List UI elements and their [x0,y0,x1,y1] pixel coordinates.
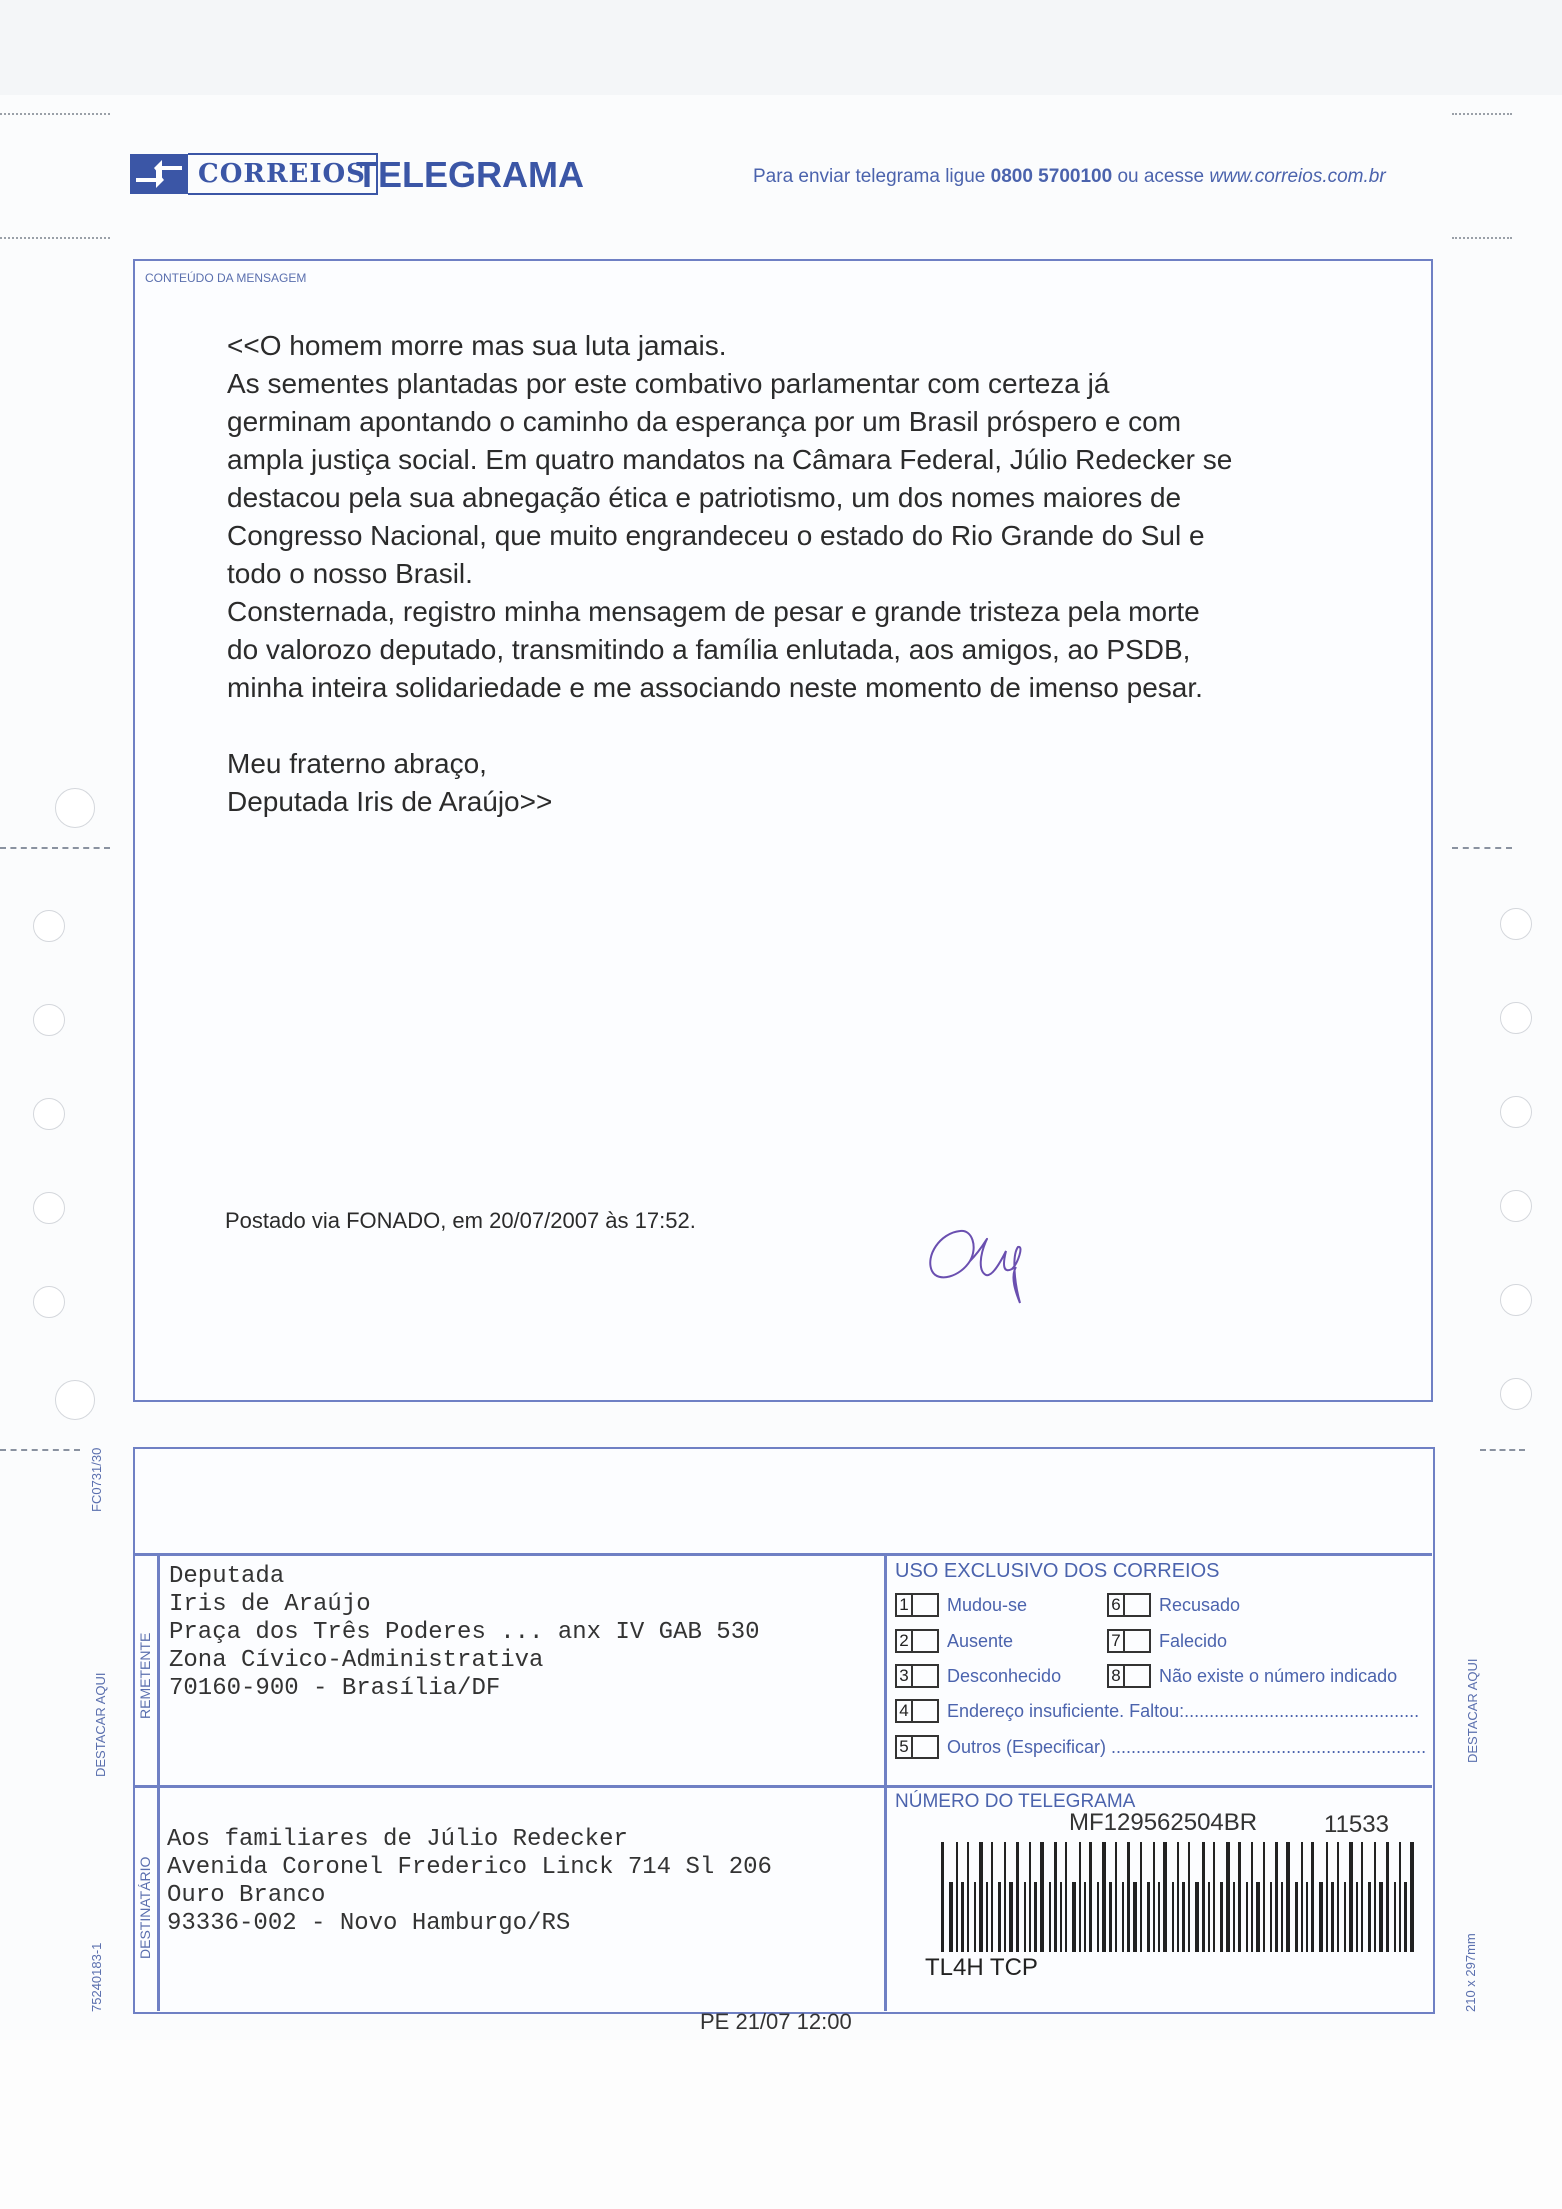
barcode-bar [1208,1882,1210,1952]
barcode-bar [1213,1842,1215,1952]
perforation-hole [55,1380,95,1420]
barcode-bar [1147,1882,1150,1952]
perforation-hole [33,1004,65,1036]
option-number: 5 [895,1735,913,1759]
barcode-bar [1049,1882,1051,1952]
contact-mid: ou acesse [1117,166,1205,187]
barcode-bar [1263,1842,1265,1952]
option-label: Endereço insuficiente. Faltou:............................................... [947,1700,1420,1721]
tear-dash [1480,1449,1525,1451]
contact-info [753,166,1386,188]
barcode-bar [1349,1842,1353,1952]
barcode-bar [1140,1842,1142,1952]
telegram-header [130,150,1430,210]
option-label: Falecido [1159,1630,1228,1651]
barcode-bar [1009,1882,1013,1952]
barcode-bar [949,1882,953,1952]
option-checkbox [913,1664,939,1688]
barcode-bar [967,1842,969,1952]
option-number: 8 [1107,1664,1125,1688]
route-code: TL4H TCP [925,1954,1038,1981]
perforation-hole [1500,908,1532,940]
return-option [895,1593,1027,1617]
divider [135,1553,1432,1556]
barcode-bar [986,1882,988,1952]
option-number: 7 [1107,1629,1125,1653]
sender-line: Praça dos Três Poderes ... anx IV GAB 530 [169,1619,760,1646]
top-tear-strip [0,0,1562,95]
barcode-bar [1281,1882,1283,1952]
barcode-bar [1356,1882,1358,1952]
posted-info: Postado via FONADO, em 20/07/2007 às 17:52. [225,1208,696,1233]
barcode-bar [1344,1882,1346,1952]
document-title: TELEGRAMA [356,154,584,195]
sender-line: Deputada [169,1563,285,1590]
option-checkbox [913,1699,939,1723]
perforation-hole [33,1192,65,1224]
option-number: 3 [895,1664,913,1688]
correios-logo [130,154,378,194]
barcode-bar [1034,1882,1037,1952]
return-option [895,1629,1013,1653]
return-option [1107,1629,1227,1653]
recipient-label: DESTINATÁRIO [137,1856,153,1959]
barcode-bar [1331,1882,1334,1952]
option-label: Outros (Especificar) ............................................................... [947,1736,1427,1757]
divider [157,1553,160,2011]
option-label: Ausente [947,1630,1014,1651]
perforation-hole [1500,1002,1532,1034]
tear-dots [0,237,110,239]
perforation-hole [33,1098,65,1130]
barcode-bar [961,1882,964,1952]
barcode-bar [1065,1842,1067,1952]
message-line: todo o nosso Brasil. [227,558,473,589]
perforation-hole [33,910,65,942]
contact-url: www.correios.com.br [1209,166,1386,187]
correios-use-title: USO EXCLUSIVO DOS CORREIOS [895,1560,1220,1582]
barcode-bar [1158,1882,1160,1952]
recipient-address [167,1826,772,1938]
sender-address [169,1563,760,1703]
barcode-bar [1029,1842,1031,1952]
barcode-bar [1246,1882,1248,1952]
barcode-bar [1004,1842,1006,1952]
barcode-bar [1127,1842,1130,1952]
option-label: Mudou-se [947,1594,1028,1615]
barcode-bar [1301,1842,1303,1952]
handwritten-signature [920,1211,1060,1326]
option-number: 2 [895,1629,913,1653]
barcode-bar [1153,1842,1155,1952]
detach-here-right: DESTACAR AQUI [1465,1658,1480,1763]
barcode-bar [1172,1882,1174,1952]
barcode-bar [1238,1842,1241,1952]
message-body [227,327,1407,821]
message-line: minha inteira solidariedade e me associando neste momento de imenso pesar. [227,672,1203,703]
barcode-bar [1084,1882,1086,1952]
barcode-bar [1326,1842,1328,1952]
barcode-bar [979,1842,983,1952]
recipient-line: Ouro Branco [167,1882,326,1909]
barcode-bar [1311,1842,1314,1952]
perforation-hole [55,788,95,828]
barcode-bar [1040,1842,1044,1952]
option-checkbox [1125,1593,1151,1617]
barcode-bar [1220,1882,1223,1952]
barcode-bar [1102,1842,1106,1952]
message-line: ampla justiça social. Em quatro mandatos na Câmara Federal, Júlio Redecker se [227,444,1233,475]
barcode-bar [1226,1842,1230,1952]
recipient-line: Aos familiares de Júlio Redecker [167,1826,628,1853]
barcode-bar [991,1842,993,1952]
barcode-bar [1399,1842,1401,1952]
barcode-bar [1275,1842,1278,1952]
message-line: <<O homem morre mas sua luta jamais. [227,330,727,361]
tear-dash [0,847,110,849]
barcode-bar [998,1882,1001,1952]
barcode-bar [1188,1842,1190,1952]
message-line: Congresso Nacional, que muito engrandeceu o estado do Rio Grande do Sul e [227,520,1205,551]
message-line: do valorozo deputado, transmitindo a família enlutada, aos amigos, ao PSDB, [227,634,1191,665]
barcode-bar [1115,1842,1117,1952]
return-option [895,1735,1426,1759]
detach-here-left: DESTACAR AQUI [93,1672,108,1777]
paper-size: 210 x 297mm [1463,1933,1478,2012]
barcode-bar [1337,1842,1339,1952]
barcode-bar [1097,1882,1099,1952]
contact-phone: 0800 5700100 [990,166,1113,187]
option-number: 6 [1107,1593,1125,1617]
perforation-hole [1500,1096,1532,1128]
barcode-bar [941,1842,944,1952]
sender-line: Zona Cívico-Administrativa [169,1647,544,1674]
sender-label: REMETENTE [137,1632,153,1719]
perforation-hole [1500,1190,1532,1222]
option-number: 4 [895,1699,913,1723]
message-line: germinam apontando o caminho da esperança por um Brasil próspero e com [227,406,1182,437]
barcode-bar [1122,1882,1124,1952]
barcode-bar [1374,1842,1376,1952]
barcode [941,1842,1416,1957]
barcode-bar [1089,1842,1092,1952]
return-option [1107,1593,1240,1617]
delivery-stamp: PE 21/07 12:00 [700,2009,852,2034]
form-code-top: FC0731/30 [89,1447,104,1512]
option-checkbox [1125,1629,1151,1653]
option-number: 1 [895,1593,913,1617]
message-line: Consternada, registro minha mensagem de pesar e grande tristeza pela morte [227,596,1200,627]
tear-dots [0,113,110,115]
return-option [895,1664,1061,1688]
barcode-bar [1306,1882,1308,1952]
message-section-label: CONTEÚDO DA MENSAGEM [145,271,307,285]
message-line: As sementes plantadas por este combativo parlamentar com certeza já [227,368,1110,399]
correios-arrows-icon [130,154,188,194]
barcode-bar [1379,1882,1383,1952]
message-line: destacou pela sua abnegação ética e patriotismo, um dos nomes maiores de [227,482,1182,513]
sender-line: Iris de Araújo [169,1591,371,1618]
return-option [895,1699,1419,1723]
barcode-bar [1319,1882,1323,1952]
telegram-number-label: NÚMERO DO TELEGRAMA [895,1791,1136,1812]
recipient-line: Avenida Coronel Frederico Linck 714 Sl 206 [167,1854,772,1881]
option-label: Não existe o número indicado [1159,1665,1398,1686]
message-closing: Meu fraterno abraço, [227,748,487,779]
barcode-bar [1202,1842,1205,1952]
barcode-bar [1109,1882,1112,1952]
barcode-bar [1016,1842,1019,1952]
sender-line: 70160-900 - Brasília/DF [169,1675,501,1702]
barcode-bar [1295,1882,1298,1952]
option-checkbox [913,1593,939,1617]
barcode-bar [1072,1882,1076,1952]
barcode-bar [1182,1882,1185,1952]
barcode-bar [1270,1882,1272,1952]
divider [135,1785,1432,1788]
barcode-bar [1286,1842,1290,1952]
option-label: Desconhecido [947,1665,1062,1686]
barcode-bar [1177,1842,1179,1952]
barcode-bar [1079,1842,1081,1952]
tear-dash [1452,847,1512,849]
barcode-bar [1404,1882,1407,1952]
perforation-hole [1500,1378,1532,1410]
barcode-bar [1195,1882,1199,1952]
address-box [133,1447,1435,2014]
sequence-number: 11533 [1324,1811,1389,1838]
barcode-bar [1410,1842,1414,1952]
return-option [1107,1664,1397,1688]
tear-dash [0,1449,80,1451]
tear-dots [1452,113,1512,115]
barcode-bar [1133,1882,1137,1952]
barcode-bar [1024,1882,1026,1952]
tracking-code: MF129562504BR [1069,1809,1258,1836]
message-signature-line: Deputada Iris de Araújo>> [227,786,553,817]
divider [884,1553,887,2011]
logo-wordmark: CORREIOS [188,153,378,195]
barcode-bar [1394,1882,1396,1952]
option-checkbox [913,1735,939,1759]
option-label: Recusado [1159,1594,1241,1615]
barcode-bar [1233,1882,1235,1952]
recipient-line: 93336-002 - Novo Hamburgo/RS [167,1910,571,1937]
option-checkbox [913,1629,939,1653]
tear-dots [1452,237,1512,239]
contact-prefix: Para enviar telegrama ligue [753,166,986,187]
barcode-bar [1386,1842,1389,1952]
message-box [133,259,1433,1402]
form-code-bottom: 75240183-1 [89,1942,104,2012]
option-checkbox [1125,1664,1151,1688]
barcode-bar [1163,1842,1167,1952]
barcode-bar [1060,1882,1062,1952]
barcode-bar [1256,1882,1260,1952]
barcode-bar [956,1842,958,1952]
barcode-bar [1251,1842,1253,1952]
perforation-hole [33,1286,65,1318]
perforation-hole [1500,1284,1532,1316]
barcode-bar [974,1882,976,1952]
barcode-bar [1368,1882,1371,1952]
barcode-bar [1054,1842,1057,1952]
barcode-bar [1361,1842,1363,1952]
